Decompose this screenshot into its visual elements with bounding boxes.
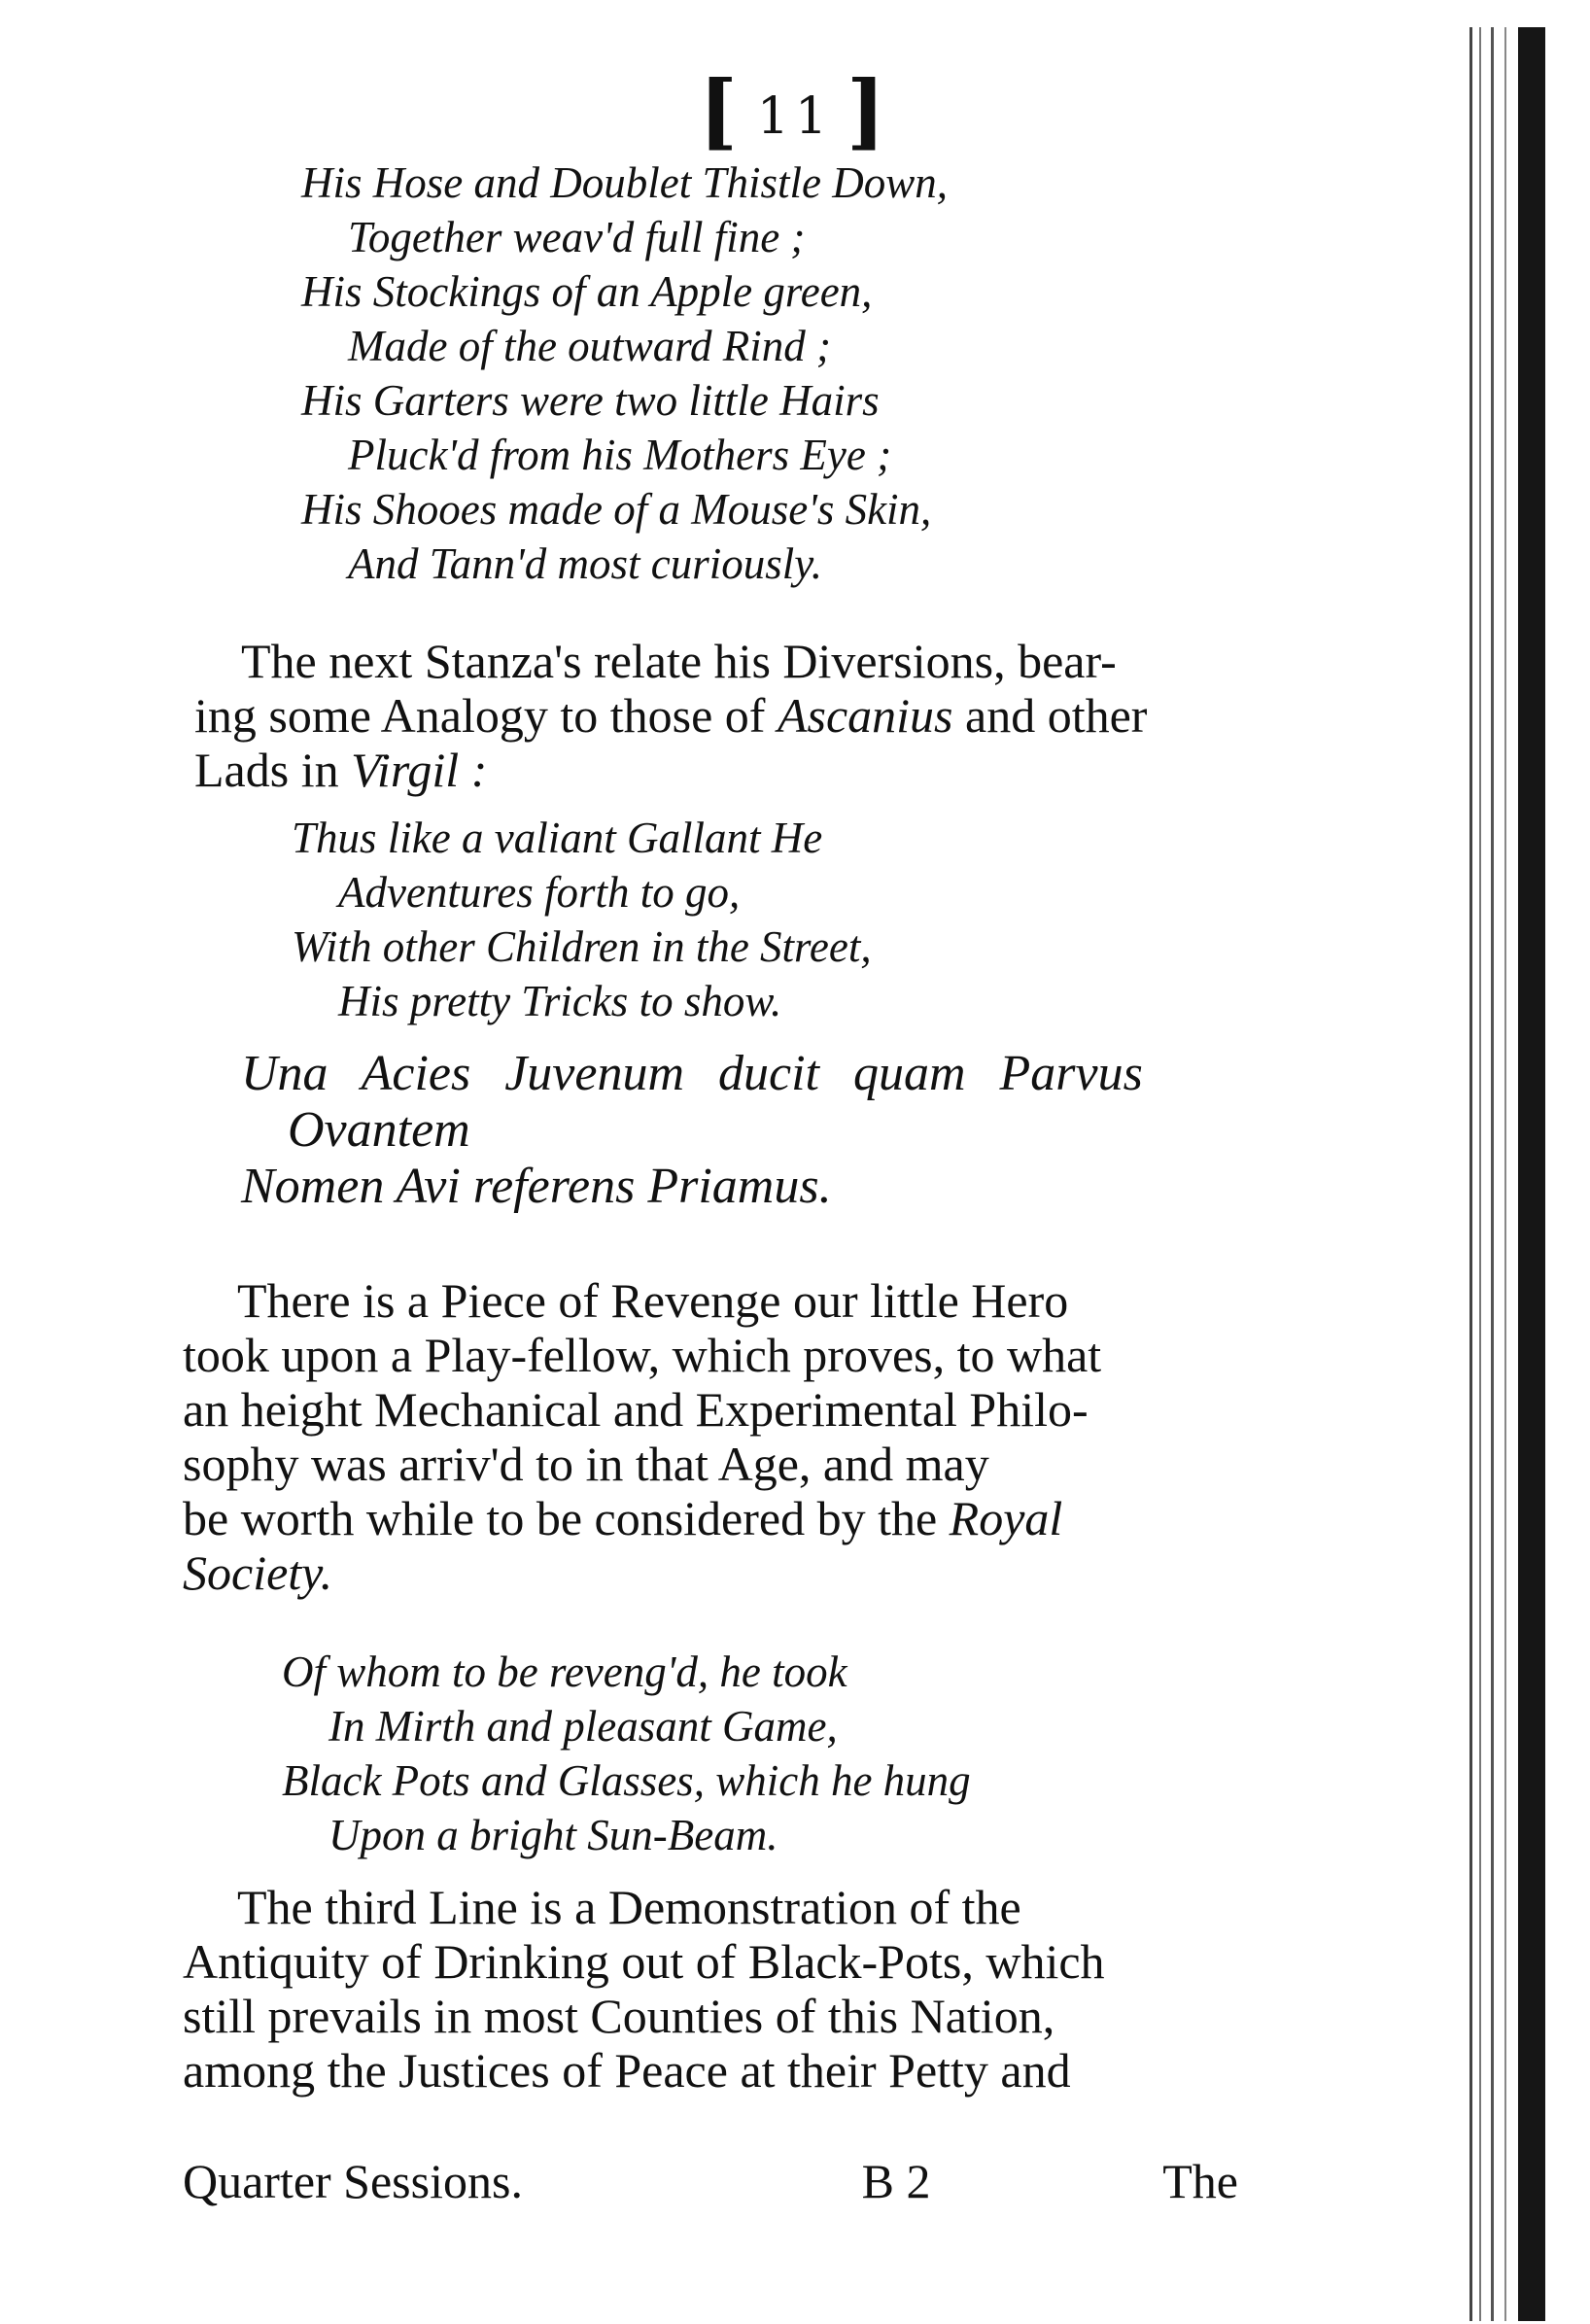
verse-line: His Garters were two little Hairs (301, 376, 880, 425)
verse-line: Pluck'd from his Mothers Eye ; (348, 431, 892, 479)
verse-line: Thus like a valiant Gallant He (292, 814, 823, 862)
paragraph-line: Antiquity of Drinking out of Black-Pots, which (183, 1934, 1105, 1989)
binding-line (1469, 27, 1472, 2321)
verse-line: His Shooes made of a Mouse's Skin, (301, 485, 932, 534)
binding-edge (1518, 27, 1545, 2321)
verse-line: Of whom to be reveng'd, he took (282, 1648, 847, 1696)
signature-mark: B 2 (861, 2154, 931, 2208)
verse-line: Upon a bright Sun-Beam. (328, 1811, 778, 1859)
page-footer (183, 2154, 1238, 2208)
verse-line: Made of the outward Rind ; (348, 322, 832, 370)
verse-stanza-2 (292, 811, 872, 1028)
paragraph-line: among the Justices of Peace at their Petty and (183, 2043, 1071, 2098)
paragraph-last-line: Quarter Sessions. (183, 2154, 523, 2208)
verse-stanza-3 (282, 1645, 971, 1862)
verse-line: His pretty Tricks to show. (338, 977, 782, 1025)
latin-line: Nomen Avi referens Priamus. (241, 1159, 832, 1214)
paragraph-2 (183, 1273, 1238, 1600)
verse-line: Adventures forth to go, (338, 868, 741, 917)
verse-stanza-1 (301, 156, 948, 591)
verse-line: Together weav'd full fine ; (348, 213, 806, 261)
binding-line (1479, 27, 1481, 2321)
verse-line: In Mirth and pleasant Game, (328, 1702, 838, 1751)
page-number-header: [ 11 ] (699, 62, 891, 158)
page-number: 11 (756, 87, 834, 146)
verse-line: With other Children in the Street, (292, 922, 872, 971)
paragraph-line: an height Mechanical and Experimental Philo- (183, 1382, 1089, 1437)
binding-line (1491, 27, 1494, 2321)
paragraph-line: Lads in Virgil : (194, 743, 488, 797)
paragraph-line: There is a Piece of Revenge our little Hero (237, 1273, 1069, 1328)
verse-line: His Stockings of an Apple green, (301, 267, 873, 316)
catchword: The (1162, 2154, 1238, 2208)
verse-line: Black Pots and Glasses, which he hung (282, 1756, 971, 1805)
paragraph-line: The third Line is a Demonstration of the (237, 1880, 1021, 1934)
verse-line: His Hose and Doublet Thistle Down, (301, 158, 949, 207)
paragraph-line: ing some Analogy to those of Ascanius and other (194, 688, 1148, 743)
paragraph-line: The next Stanza's relate his Diversions, bear- (241, 634, 1117, 688)
paragraph-line: Society. (183, 1545, 333, 1600)
latin-line: Una Acies Juvenum ducit quam Parvus (241, 1046, 1143, 1101)
latin-line: Ovantem (288, 1102, 470, 1158)
paragraph-1 (194, 634, 1238, 797)
paragraph-line: sophy was arriv'd to in that Age, and may (183, 1437, 989, 1491)
binding-line (1504, 27, 1506, 2321)
paragraph-line: still prevails in most Counties of this Nation, (183, 1989, 1055, 2043)
paragraph-3 (183, 1880, 1238, 2098)
paragraph-line: be worth while to be considered by the Royal (183, 1491, 1063, 1545)
latin-quotation (241, 1046, 1242, 1215)
verse-line: And Tann'd most curiously. (348, 539, 823, 588)
paragraph-line: took upon a Play-fellow, which proves, to what (183, 1328, 1102, 1382)
